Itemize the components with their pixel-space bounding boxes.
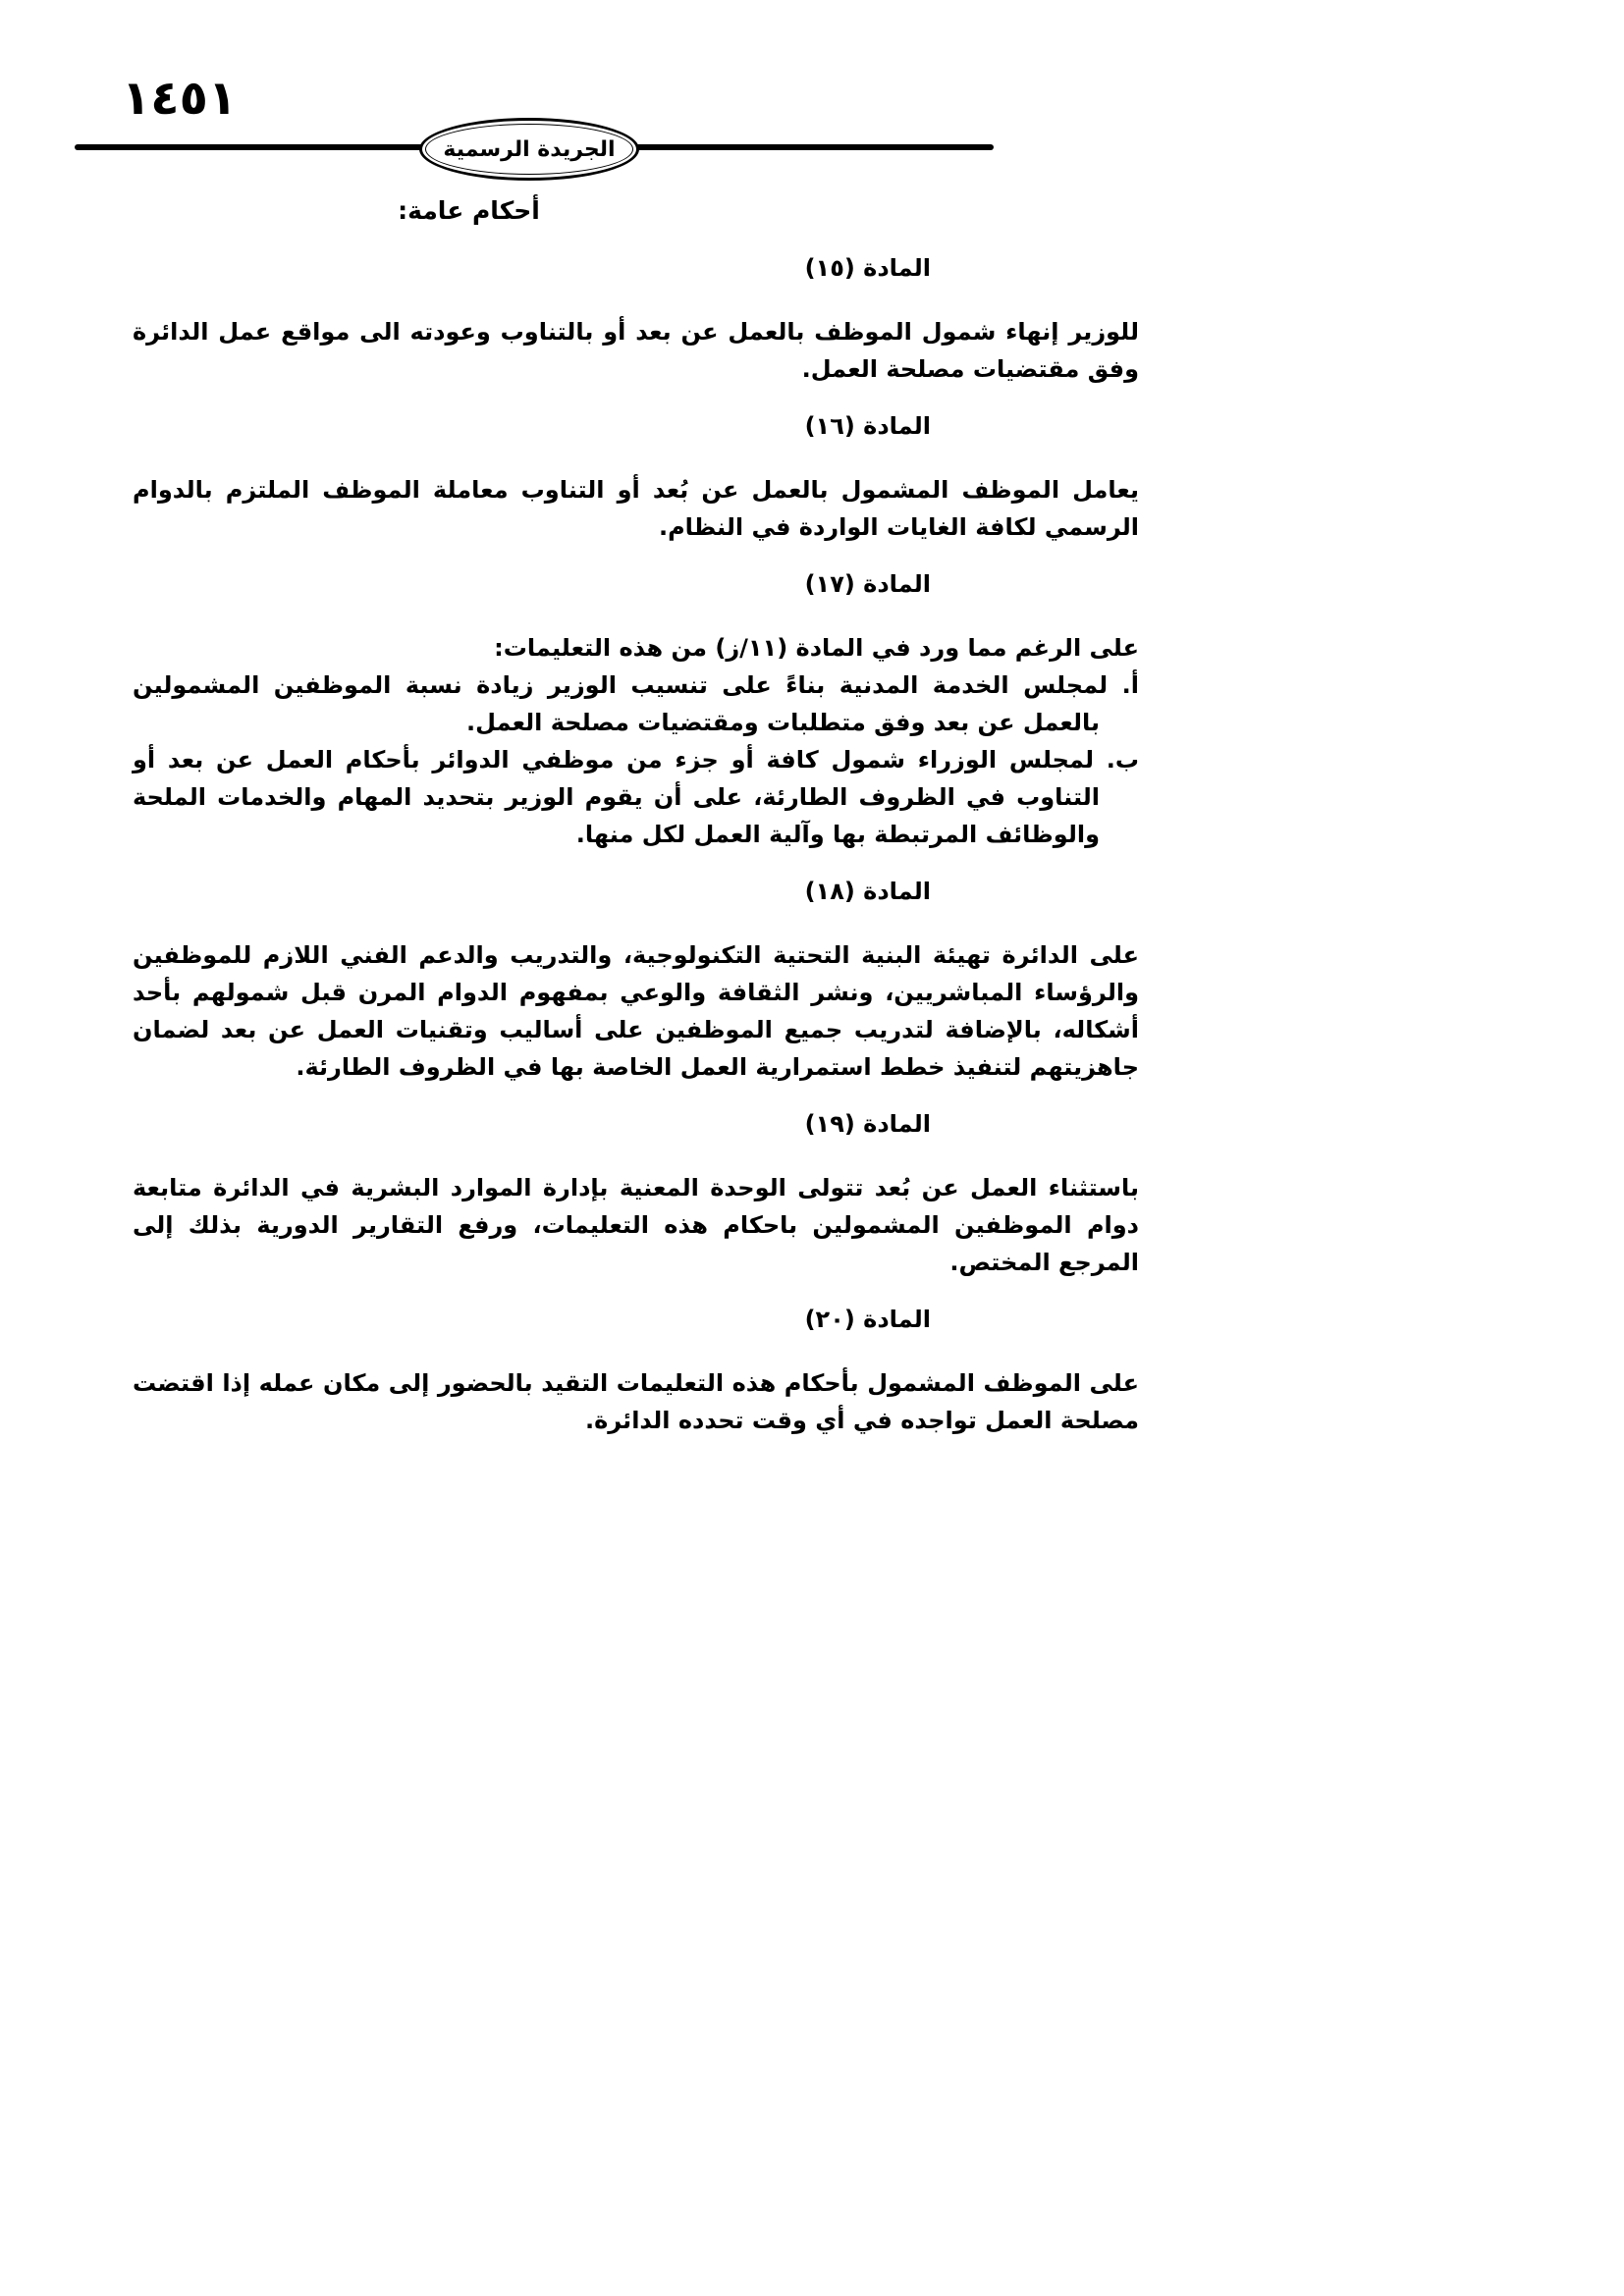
- section-title: أحكام عامة:: [398, 196, 540, 225]
- article-17-item-a-text: لمجلس الخدمة المدنية بناءً على تنسيب الوزير زيادة نسبة الموظفين المشمولين بالعمل عن بعد وفق متطلبات ومقتضيات مصلحة العمل.: [133, 671, 1109, 736]
- article-17-item-b: [133, 741, 1139, 853]
- article-19-heading: المادة (١٩): [804, 1110, 931, 1138]
- article-17-item-a: [133, 667, 1139, 741]
- article-17-item-a-label: أ.: [1121, 671, 1139, 699]
- article-20-body: على الموظف المشمول بأحكام هذه التعليمات التقيد بالحضور إلى مكان عمله إذا اقتضت مصلحة العمل تواجده في أي وقت تحدده الدائرة.: [133, 1369, 1139, 1434]
- page-number: ١٤٥١: [122, 71, 238, 126]
- article-20-heading: المادة (٢٠): [804, 1306, 931, 1333]
- gazette-title: الجريدة الرسمية: [443, 136, 616, 162]
- article-17-intro: على الرغم مما ورد في المادة (١١/ز) من هذه التعليمات:: [494, 634, 1139, 662]
- document-content: [133, 194, 1139, 1439]
- article-15-body: للوزير إنهاء شمول الموظف بالعمل عن بعد أو بالتناوب وعودته الى مواقع عمل الدائرة وفق مقتضيات مصلحة العمل.: [133, 318, 1139, 383]
- article-18-body: على الدائرة تهيئة البنية التحتية التكنولوجية، والتدريب والدعم الفني اللازم للموظفين والرؤساء المباشريين، ونشر الثقافة والوعي بمفهوم الدوام المرن قبل شمولهم بأحد أشكاله، بالإضافة لتدريب جميع الموظفين على أساليب وتقنيات العمل عن بعد لضمان جاهزيتهم لتنفيذ خطط استمرارية العمل الخاصة بها في الظروف الطارئة.: [133, 941, 1139, 1081]
- article-15-heading: المادة (١٥): [804, 254, 931, 282]
- article-16-body: يعامل الموظف المشمول بالعمل عن بُعد أو التناوب معاملة الموظف الملتزم بالدوام الرسمي لكافة الغايات الواردة في النظام.: [133, 476, 1139, 541]
- article-18-heading: المادة (١٨): [804, 878, 931, 905]
- article-17-heading: المادة (١٧): [804, 570, 931, 598]
- article-17-item-b-text: لمجلس الوزراء شمول كافة أو جزء من موظفي الدوائر بأحكام العمل عن بعد أو التناوب في الظروف الطارئة، على أن يقوم الوزير بتحديد المهام والخدمات الملحة والوظائف المرتبطة بها وآلية العمل لكل منها.: [133, 746, 1100, 848]
- article-16-heading: المادة (١٦): [804, 412, 931, 440]
- gazette-seal-oval: [419, 118, 639, 181]
- article-17-item-b-label: ب.: [1106, 746, 1140, 774]
- article-19-body: باستثناء العمل عن بُعد تتولى الوحدة المعنية بإدارة الموارد البشرية في الدائرة متابعة دوام الموظفين المشمولين باحكام هذه التعليمات، ورفع التقارير الدورية بذلك إلى المرجع المختص.: [133, 1174, 1139, 1276]
